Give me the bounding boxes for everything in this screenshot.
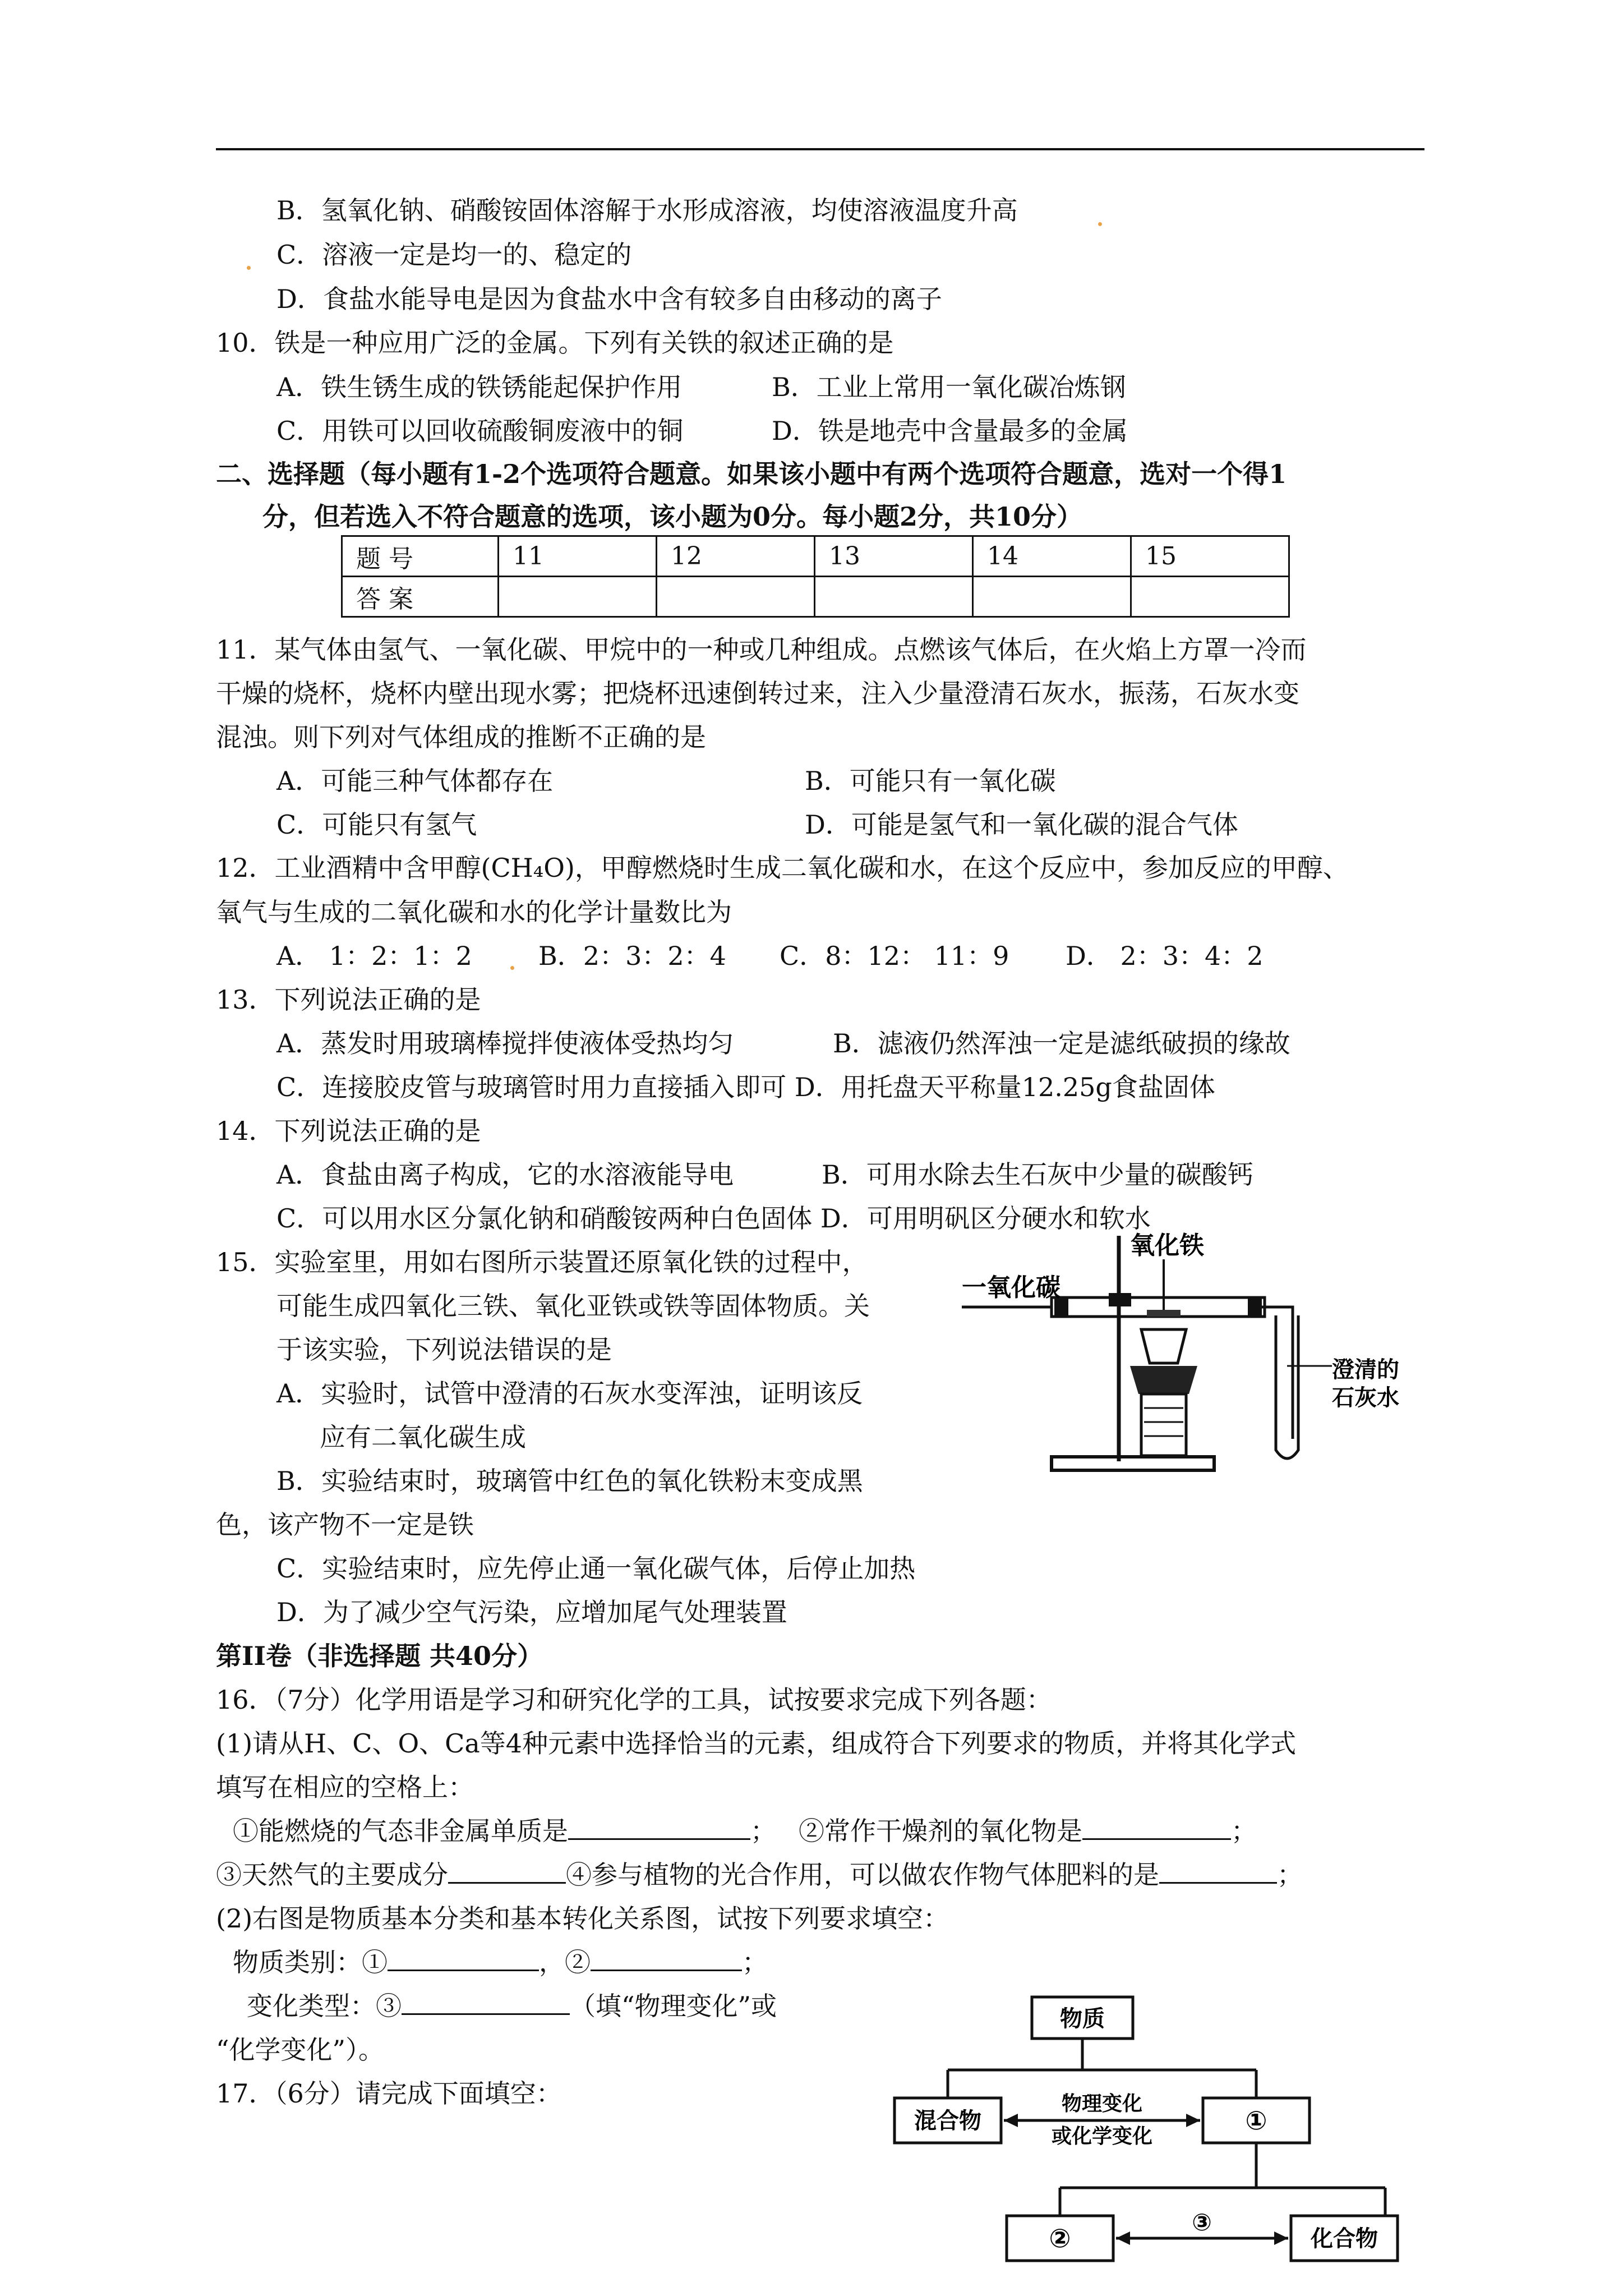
box-2-label: ② [1049,2223,1071,2253]
q16-item3-text: ③天然气的主要成分 [216,1860,448,1890]
limewater-label-2: 石灰水 [1332,1385,1399,1411]
q11-option-a: A．可能三种气体都存在 [276,766,554,796]
burner-top [1130,1366,1197,1394]
q15-option-d: D．为了减少空气污染，应增加尾气处理装置 [276,1597,787,1627]
answer-cell[interactable] [1131,577,1289,617]
q12-option-d: D． 2：3：4：2 [1066,941,1264,971]
answer-table-answer-row [342,577,1289,617]
q11-option-c: C．可能只有氢气 [276,809,477,840]
question-number-cell: 14 [973,536,1131,577]
q16-category-row [233,1945,768,1979]
answer-cell[interactable] [973,577,1131,617]
q16-item4-text: ④参与植物的光合作用，可以做农作物气体肥料的是 [566,1860,1159,1890]
answer-table-header-row [342,536,1289,577]
classification-diagram [892,1986,1413,2289]
matter-label: 物质 [1060,2006,1105,2032]
q12-option-c: C．8：12： 11：9 [780,941,1009,971]
q16-separator: ； [1231,1816,1257,1846]
test-tube [1276,1315,1298,1458]
arrow-head [1004,2114,1018,2127]
question-number-cell: 13 [815,536,973,577]
q15-stem-line1: 15．实验室里，用如右图所示装置还原氧化铁的过程中， [216,1247,868,1277]
section2-instructions-line2: 分，但若选入不符合题意的选项，该小题为0分。每小题2分，共10分） [262,501,1083,532]
arrow-head [1116,2231,1130,2245]
question-number-cell: 11 [499,536,657,577]
q9-option-c: C．溶液一定是均一的、稳定的 [276,240,632,270]
change-label-1: 物理变化 [1061,2092,1143,2115]
q12-option-a: A． 1：2：1：2 [276,941,472,971]
q16-category-comma: ，② [539,1947,591,1977]
q15-option-a-line2: 应有二氧化碳生成 [320,1422,526,1452]
mixture-label: 混合物 [914,2108,981,2134]
header-label-cell: 题 号 [342,536,499,577]
mark-dot [247,266,251,270]
q15-option-b-line2: 色，该产物不一定是铁 [216,1510,474,1540]
q16-change-hint: （填“物理变化”或 [570,1991,777,2021]
burner-flame-shield [1141,1329,1186,1363]
part2-title: 第II卷（非选择题 共40分） [216,1641,543,1671]
co-label: 一氧化碳 [962,1273,1061,1302]
q16-category-label: 物质类别：① [233,1947,388,1977]
q12-option-b: B．2：3：2：4 [538,941,726,971]
q16-item2-text: ②常作干燥剂的氧化物是 [799,1816,1082,1846]
q11-stem-line3: 混浊。则下列对气体组成的推断不正确的是 [216,722,706,752]
question-number-cell: 15 [1131,536,1289,577]
q15-stem-line2: 可能生成四氧化三铁、氧化亚铁或铁等固体物质。关 [276,1291,870,1321]
q11-option-d: D．可能是氢气和一氧化碳的混合气体 [805,809,1238,840]
limewater-label-1: 澄清的 [1332,1357,1399,1383]
apparatus-figure [962,1226,1444,1475]
answer-blank[interactable] [1082,1816,1231,1840]
change-3-label: ③ [1192,2208,1212,2236]
q16-stem: 16．（7分）化学用语是学习和研究化学的工具，试按要求完成下列各题： [216,1685,1052,1715]
box-1-label: ① [1245,2105,1267,2136]
q10-option-b: B．工业上常用一氧化碳冶炼钢 [772,372,1126,402]
stand-base [1052,1457,1214,1470]
iron-oxide-label: 氧化铁 [1130,1231,1204,1260]
question-number-cell: 12 [657,536,815,577]
q10-stem: 10．铁是一种应用广泛的金属。下列有关铁的叙述正确的是 [216,328,894,358]
q15-option-b-line1: B．实验结束时，玻璃管中红色的氧化铁粉末变成黑 [276,1466,863,1496]
q16-separator: ； [742,1947,768,1977]
answer-blank[interactable] [448,1860,566,1884]
q16-item3-row [216,1858,1303,1892]
q10-option-c: C．用铁可以回收硫酸铜废液中的铜 [276,416,684,446]
answer-cell[interactable] [815,577,973,617]
q11-option-b: B．可能只有一氧化碳 [805,766,1056,796]
q16-change-label: 变化类型：③ [247,1991,402,2021]
q16-item1-text: ①能燃烧的气态非金属单质是 [233,1816,568,1846]
q14-option-a: A．食盐由离子构成，它的水溶液能导电 [276,1159,734,1190]
section2-instructions-line1: 二、选择题（每小题有1-2个选项符合题意。如果该小题中有两个选项符合题意，选对一个得1 [216,459,1287,489]
header-rule [216,148,1424,150]
iron-oxide-powder [1147,1310,1181,1317]
answer-table [341,535,1290,618]
q12-stem-line2: 氧气与生成的二氧化碳和水的化学计量数比为 [216,897,732,927]
arrow-head [1186,2114,1200,2127]
answer-blank[interactable] [402,1991,570,2015]
answer-blank[interactable] [1159,1860,1277,1884]
q16-separator: ； [750,1816,776,1846]
answer-blank[interactable] [568,1816,750,1840]
q10-option-a: A．铁生锈生成的铁锈能起保护作用 [276,372,683,402]
q15-stem-line3: 于该实验，下列说法错误的是 [276,1335,612,1365]
q9-option-b: B．氢氧化钠、硝酸铵固体溶解于水形成溶液，均使溶液温度升高 [276,195,1018,226]
answer-cell[interactable] [657,577,815,617]
mark-dot [1098,222,1102,226]
mark-dot [510,966,514,970]
q15-option-c: C．实验结束时，应先停止通一氧化碳气体，后停止加热 [276,1553,916,1584]
answer-blank[interactable] [591,1947,742,1971]
q16-part1-line2: 填写在相应的空格上： [216,1772,474,1802]
answer-label-cell: 答 案 [342,577,499,617]
q16-part1-line1: (1)请从H、C、O、Ca等4种元素中选择恰当的元素，组成符合下列要求的物质，并将其化学式 [216,1728,1297,1759]
answer-cell[interactable] [499,577,657,617]
q15-option-a-line1: A．实验时，试管中澄清的石灰水变浑浊，证明该反 [276,1378,863,1409]
stand-clamp [1109,1293,1131,1306]
q16-item1-row [233,1814,1257,1848]
q13-option-cd: C．连接胶皮管与玻璃管时用力直接插入即可 D．用托盘天平称量12.25g食盐固体 [276,1072,1215,1102]
change-label-2: 或化学变化 [1051,2125,1153,2148]
burner-body [1141,1394,1186,1456]
q16-change-hint-line2: “化学变化”）。 [216,2035,385,2065]
stopper-right [1248,1297,1262,1317]
compound-label: 化合物 [1311,2226,1378,2252]
q16-separator: ； [1277,1860,1303,1890]
q14-option-cd: C．可以用水区分氯化钠和硝酸铵两种白色固体 D．可用明矾区分硬水和软水 [276,1203,1151,1234]
q13-stem: 13．下列说法正确的是 [216,984,481,1015]
q14-option-b: B．可用水除去生石灰中少量的碳酸钙 [822,1159,1253,1190]
q16-change-row [247,1989,777,2023]
answer-blank[interactable] [388,1947,539,1971]
q14-stem: 14．下列说法正确的是 [216,1116,481,1146]
q17-stem: 17．（6分）请完成下面填空： [216,2078,562,2109]
q12-stem-line1: 12．工业酒精中含甲醇(CH₄O)，甲醇燃烧时生成二氧化碳和水，在这个反应中，参加反应的甲醇、 [216,853,1349,883]
q13-option-a: A．蒸发时用玻璃棒搅拌使液体受热均匀 [276,1028,734,1059]
q9-option-d: D．食盐水能导电是因为食盐水中含有较多自由移动的离子 [276,284,942,314]
q11-stem-line2: 干燥的烧杯，烧杯内壁出现水雾；把烧杯迅速倒转过来，注入少量澄清石灰水，振荡，石灰水变 [216,678,1299,708]
arrow-head [1274,2231,1288,2245]
q16-part2-stem: (2)右图是物质基本分类和基本转化关系图，试按下列要求填空： [216,1903,949,1934]
q11-stem-line1: 11．某气体由氢气、一氧化碳、甲烷中的一种或几种组成。点燃该气体后，在火焰上方罩一冷而 [216,634,1307,665]
q10-option-d: D．铁是地壳中含量最多的金属 [772,416,1128,446]
q13-option-b: B．滤液仍然浑浊一定是滤纸破损的缘故 [833,1028,1290,1059]
